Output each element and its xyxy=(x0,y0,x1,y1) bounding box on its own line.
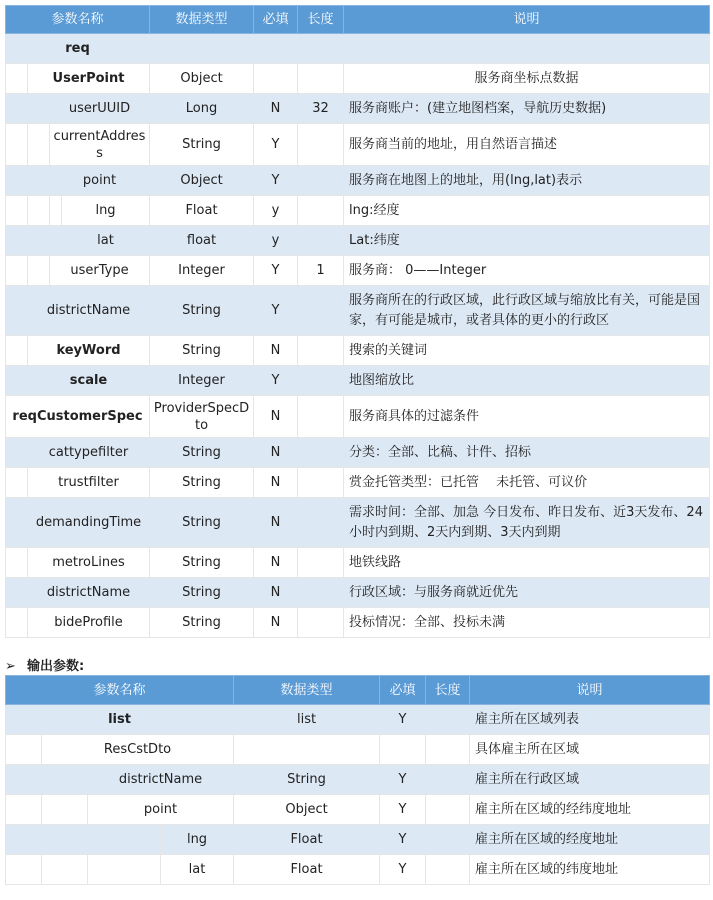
table-header-row xyxy=(6,6,710,34)
param-name: demandingTime xyxy=(28,498,150,548)
param-required: Y xyxy=(254,256,298,286)
col-header-type: 数据类型 xyxy=(234,676,380,705)
param-required: N xyxy=(254,608,298,638)
param-required: Y xyxy=(254,124,298,166)
param-required: N xyxy=(254,548,298,578)
param-required: Y xyxy=(380,825,426,855)
param-type: Float xyxy=(234,825,380,855)
param-desc: 地铁线路 xyxy=(344,548,710,578)
param-desc: 行政区域：与服务商就近优先 xyxy=(344,578,710,608)
table-row xyxy=(6,438,710,468)
param-type: String xyxy=(150,548,254,578)
table-row xyxy=(6,498,710,548)
param-length xyxy=(298,366,344,396)
table-header-row xyxy=(6,676,710,705)
param-length xyxy=(426,765,470,795)
param-length xyxy=(426,825,470,855)
table-row xyxy=(6,196,710,226)
param-required: N xyxy=(254,578,298,608)
param-length xyxy=(298,124,344,166)
param-length xyxy=(298,336,344,366)
param-required: Y xyxy=(380,705,426,735)
param-name: userType xyxy=(50,256,150,286)
param-length xyxy=(298,166,344,196)
param-length: 1 xyxy=(298,256,344,286)
param-desc: 雇主所在区域的经度地址 xyxy=(470,825,710,855)
param-desc: 服务商所在的行政区域，此行政区域与缩放比有关，可能是国家，有可能是城市，或者具体的更小的行政区 xyxy=(344,286,710,336)
param-desc: 服务商账户：(建立地图档案，导航历史数据) xyxy=(344,94,710,124)
param-required: Y xyxy=(254,286,298,336)
param-type: float xyxy=(150,226,254,256)
param-required xyxy=(380,735,426,765)
param-length xyxy=(426,705,470,735)
param-desc: 服务商： 0——Integer xyxy=(344,256,710,286)
table-row xyxy=(6,256,710,286)
param-desc: lng:经度 xyxy=(344,196,710,226)
param-type: String xyxy=(150,336,254,366)
table-row xyxy=(6,124,710,166)
param-required: y xyxy=(254,196,298,226)
col-header-type: 数据类型 xyxy=(150,6,254,34)
table-row xyxy=(6,64,710,94)
param-name: list xyxy=(6,705,234,735)
param-type: String xyxy=(150,608,254,638)
param-name: userUUID xyxy=(50,94,150,124)
param-type: String xyxy=(150,468,254,498)
param-name: point xyxy=(88,795,234,825)
param-length xyxy=(298,64,344,94)
param-length xyxy=(298,438,344,468)
param-name: districtName xyxy=(28,578,150,608)
param-required: y xyxy=(254,226,298,256)
param-desc: 投标情况：全部、投标未满 xyxy=(344,608,710,638)
param-desc: 雇主所在区域的经纬度地址 xyxy=(470,795,710,825)
param-desc: 需求时间：全部、加急 今日发布、昨日发布、近3天发布、24小时内到期、2天内到期、3天内到期 xyxy=(344,498,710,548)
param-name: bideProfile xyxy=(28,608,150,638)
param-name: reqCustomerSpec xyxy=(6,396,150,438)
arrow-bullet-icon: ➢ xyxy=(5,659,16,674)
param-required: Y xyxy=(254,366,298,396)
table-row xyxy=(6,336,710,366)
param-desc: 搜索的关键词 xyxy=(344,336,710,366)
param-required: Y xyxy=(254,166,298,196)
param-required xyxy=(254,64,298,94)
param-required: N xyxy=(254,336,298,366)
param-desc: 服务商在地图上的地址，用(lng,lat)表示 xyxy=(344,166,710,196)
param-type: String xyxy=(150,286,254,336)
param-length xyxy=(298,548,344,578)
param-required: N xyxy=(254,468,298,498)
param-length xyxy=(298,608,344,638)
param-type xyxy=(234,735,380,765)
param-type: String xyxy=(150,438,254,468)
input-params-table xyxy=(5,5,710,638)
param-type: Object xyxy=(150,166,254,196)
param-desc: Lat:纬度 xyxy=(344,226,710,256)
col-header-required: 必填 xyxy=(380,676,426,705)
param-name: ResCstDto xyxy=(42,735,234,765)
param-length xyxy=(298,196,344,226)
col-header-desc: 说明 xyxy=(470,676,710,705)
param-name: lng xyxy=(161,825,234,855)
param-name: trustfilter xyxy=(28,468,150,498)
param-length xyxy=(298,396,344,438)
param-desc: 服务商坐标点数据 xyxy=(344,64,710,94)
col-header-desc: 说明 xyxy=(344,6,710,34)
param-name: cattypefilter xyxy=(28,438,150,468)
table-row xyxy=(6,468,710,498)
table-row xyxy=(6,765,710,795)
param-desc: 分类：全部、比稿、计件、招标 xyxy=(344,438,710,468)
param-length xyxy=(298,498,344,548)
param-type: Float xyxy=(150,196,254,226)
param-length xyxy=(426,795,470,825)
param-length xyxy=(426,855,470,885)
param-length xyxy=(298,226,344,256)
table-row xyxy=(6,34,710,64)
param-required: N xyxy=(254,94,298,124)
param-desc: 雇主所在行政区域 xyxy=(470,765,710,795)
table-row xyxy=(6,855,710,885)
param-required: Y xyxy=(380,765,426,795)
col-header-name: 参数名称 xyxy=(6,676,234,705)
table-row xyxy=(6,396,710,438)
param-name: currentAddress xyxy=(50,124,150,166)
param-name: lng xyxy=(62,196,150,226)
param-type: Object xyxy=(234,795,380,825)
table-row xyxy=(6,735,710,765)
col-header-name: 参数名称 xyxy=(6,6,150,34)
output-params-table xyxy=(5,675,710,885)
param-required: N xyxy=(254,396,298,438)
param-type: Long xyxy=(150,94,254,124)
param-type: list xyxy=(234,705,380,735)
param-required xyxy=(254,34,298,64)
param-length: 32 xyxy=(298,94,344,124)
param-name: lat xyxy=(161,855,234,885)
col-header-required: 必填 xyxy=(254,6,298,34)
param-desc: 地图缩放比 xyxy=(344,366,710,396)
table-row xyxy=(6,578,710,608)
param-name: metroLines xyxy=(28,548,150,578)
col-header-length: 长度 xyxy=(426,676,470,705)
param-required: Y xyxy=(380,855,426,885)
table-row xyxy=(6,795,710,825)
param-name: keyWord xyxy=(28,336,150,366)
param-required: N xyxy=(254,498,298,548)
param-type xyxy=(150,34,254,64)
param-type: ProviderSpecDto xyxy=(150,396,254,438)
param-type: String xyxy=(150,578,254,608)
param-desc: 具体雇主所在区域 xyxy=(470,735,710,765)
param-type: Integer xyxy=(150,256,254,286)
param-name: lat xyxy=(62,226,150,256)
table-row xyxy=(6,548,710,578)
table-row xyxy=(6,366,710,396)
table-row xyxy=(6,825,710,855)
param-length xyxy=(298,578,344,608)
param-desc: 服务商具体的过滤条件 xyxy=(344,396,710,438)
output-params-title: 输出参数: xyxy=(27,659,85,674)
param-length xyxy=(298,34,344,64)
param-desc: 赏金托管类型：已托管 未托管、可议价 xyxy=(344,468,710,498)
param-type: String xyxy=(234,765,380,795)
table-row xyxy=(6,705,710,735)
param-type: Object xyxy=(150,64,254,94)
param-length xyxy=(298,468,344,498)
param-name: scale xyxy=(28,366,150,396)
param-name: UserPoint xyxy=(28,64,150,94)
param-name: districtName xyxy=(88,765,234,795)
table-row xyxy=(6,166,710,196)
param-desc: 服务商当前的地址，用自然语言描述 xyxy=(344,124,710,166)
table-row xyxy=(6,608,710,638)
param-desc: 雇主所在区域列表 xyxy=(470,705,710,735)
param-type: String xyxy=(150,124,254,166)
param-type: Integer xyxy=(150,366,254,396)
param-desc: 雇主所在区域的纬度地址 xyxy=(470,855,710,885)
col-header-length: 长度 xyxy=(298,6,344,34)
table-row xyxy=(6,286,710,336)
param-type: String xyxy=(150,498,254,548)
output-params-heading xyxy=(5,655,84,674)
param-name: districtName xyxy=(28,286,150,336)
param-required: Y xyxy=(380,795,426,825)
param-length xyxy=(426,735,470,765)
param-name: req xyxy=(6,34,150,64)
param-length xyxy=(298,286,344,336)
param-type: Float xyxy=(234,855,380,885)
table-row xyxy=(6,226,710,256)
table-row xyxy=(6,94,710,124)
param-desc xyxy=(344,34,710,64)
param-required: N xyxy=(254,438,298,468)
param-name: point xyxy=(50,166,150,196)
